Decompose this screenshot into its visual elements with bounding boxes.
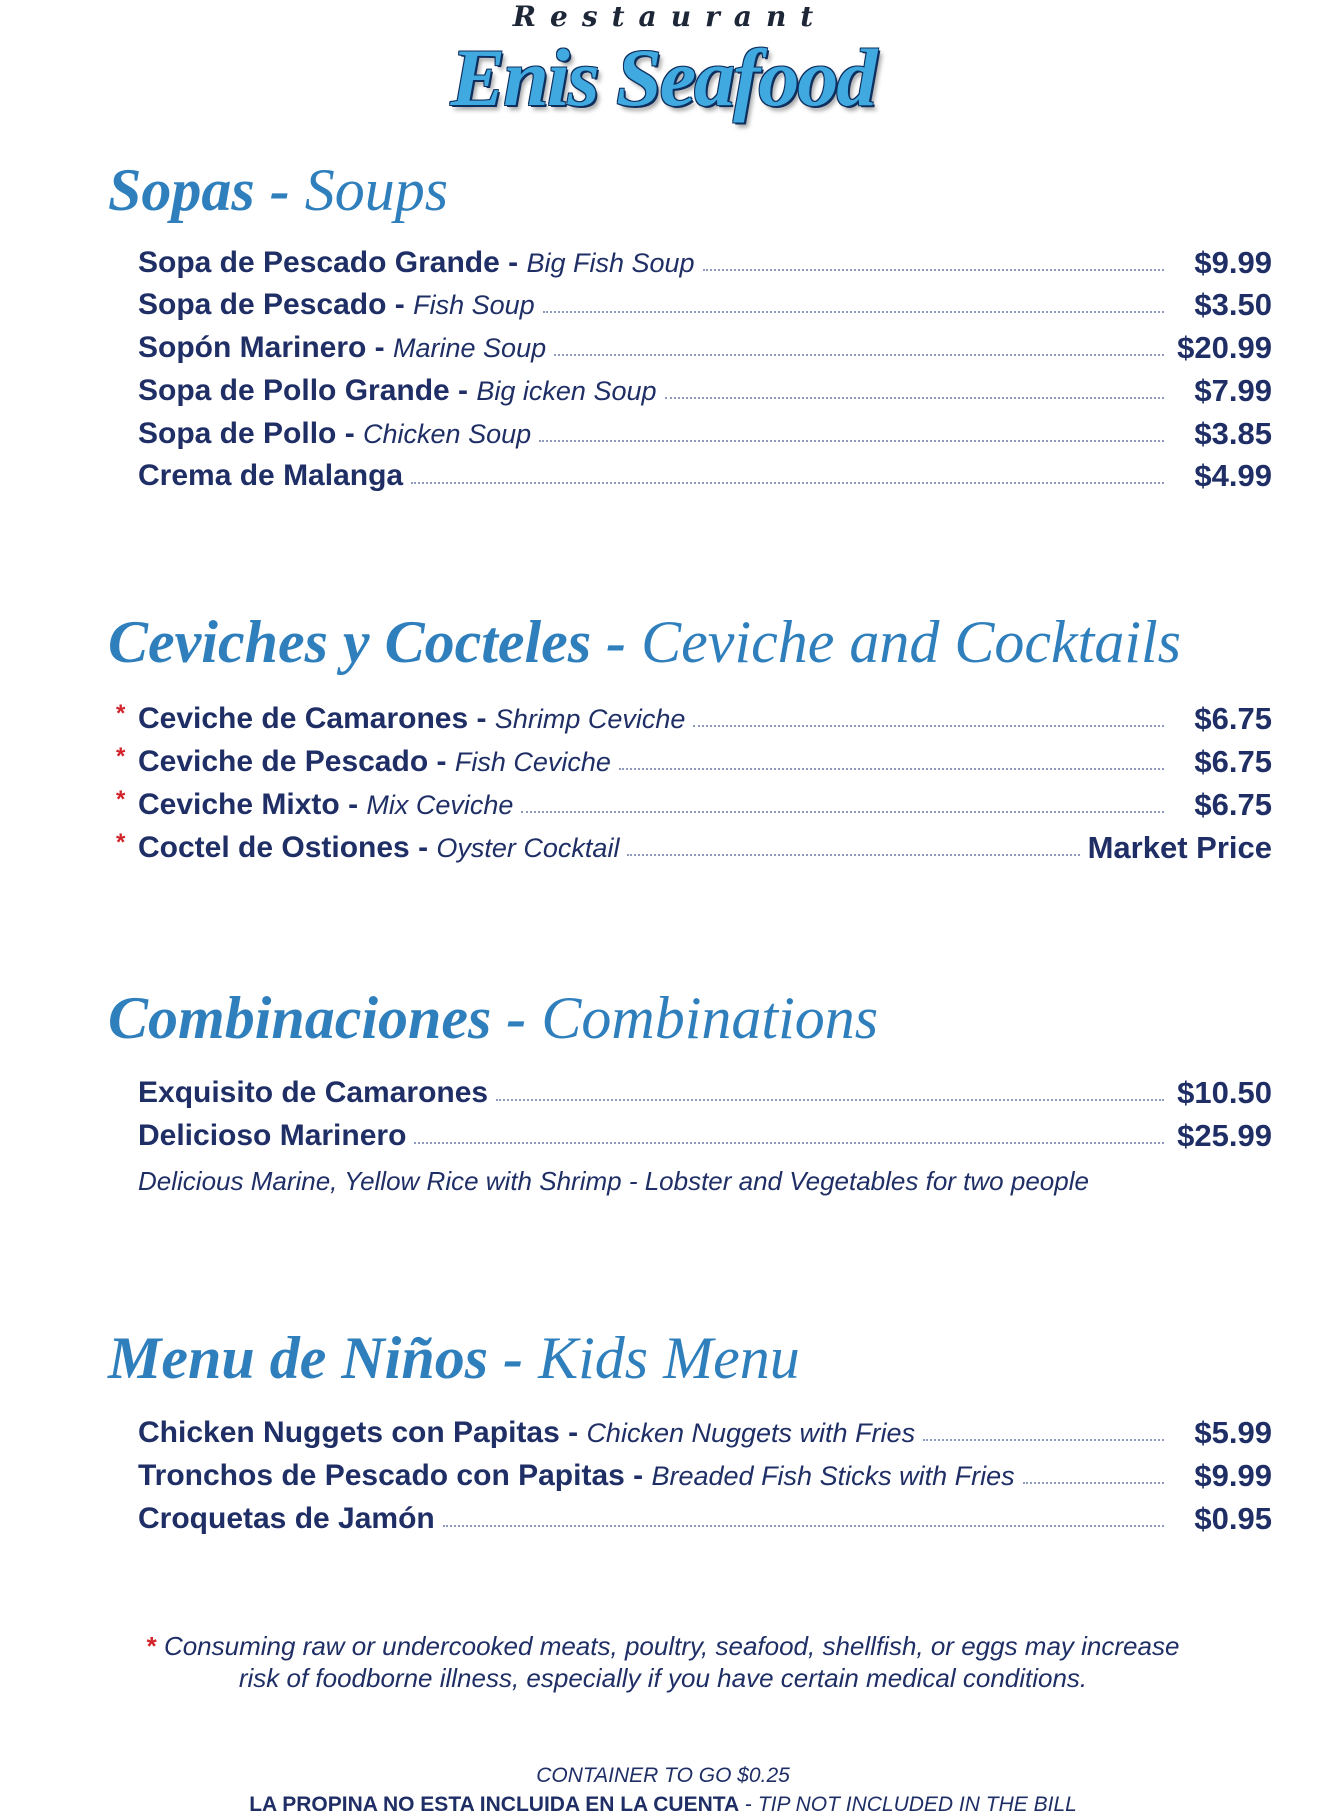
leader-dots — [619, 768, 1164, 770]
menu-item — [112, 326, 1272, 366]
menu-item — [112, 740, 1272, 780]
item-price: $9.99 — [1194, 1458, 1272, 1493]
item-name: Coctel de Ostiones - Oyster Cocktail — [138, 831, 620, 864]
item-price: $3.50 — [1194, 287, 1272, 322]
item-price: $6.75 — [1194, 744, 1272, 779]
leader-dots — [665, 397, 1164, 399]
raw-warning-star: * — [116, 743, 126, 770]
raw-warning-star: * — [116, 700, 126, 727]
logo-restaurant-name: Enis Seafood — [450, 32, 876, 123]
item-name: Delicioso Marinero — [138, 1119, 407, 1152]
item-price: $10.50 — [1177, 1075, 1272, 1110]
leader-dots — [543, 311, 1164, 313]
raw-warning-star: * — [116, 829, 126, 856]
leader-dots — [414, 1142, 1164, 1144]
item-name: Crema de Malanga — [138, 459, 404, 492]
leader-dots — [539, 440, 1164, 442]
food-safety-notice — [100, 1630, 1226, 1694]
menu-item — [112, 826, 1272, 866]
item-price: $9.99 — [1194, 245, 1272, 280]
leader-dots — [1023, 1482, 1164, 1484]
section-title: Sopas - Soups — [108, 157, 449, 223]
item-name: Ceviche de Camarones - Shrimp Ceviche — [138, 702, 686, 735]
item-price: $20.99 — [1177, 330, 1272, 365]
section-title: Combinaciones - Combinations — [108, 985, 879, 1051]
container-to-go-note: CONTAINER TO GO $0.25 — [536, 1764, 790, 1787]
leader-dots — [923, 1439, 1164, 1441]
menu-item — [112, 241, 1272, 281]
item-name: Sopa de Pollo Grande - Big icken Soup — [138, 374, 657, 407]
item-price: $7.99 — [1194, 373, 1272, 408]
restaurant-logo — [0, 0, 1326, 130]
leader-dots — [693, 725, 1164, 727]
item-price: $6.75 — [1194, 787, 1272, 822]
item-description: Delicious Marine, Yellow Rice with Shrimp - Lobster and Vegetables for two people — [138, 1166, 1089, 1196]
raw-warning-star: * — [116, 786, 126, 813]
item-price: $0.95 — [1194, 1501, 1272, 1536]
notice-line-2: risk of foodborne illness, especially if you have certain medical conditions. — [238, 1663, 1088, 1693]
item-name: Sopón Marinero - Marine Soup — [138, 331, 547, 364]
logo-restaurant-label: Restaurant — [512, 0, 828, 33]
item-price: $4.99 — [1194, 458, 1272, 493]
menu-item — [112, 283, 1272, 323]
leader-dots — [627, 854, 1079, 856]
section-title: Menu de Niños - Kids Menu — [108, 1325, 800, 1391]
section-title-es: Combinaciones — [108, 985, 492, 1051]
item-name: Sopa de Pescado Grande - Big Fish Soup — [138, 246, 695, 279]
leader-dots — [443, 1525, 1164, 1527]
section-title-es: Ceviches y Cocteles — [108, 609, 592, 675]
section-title-en: Combinations — [541, 985, 879, 1051]
section-title-es: Sopas — [108, 157, 255, 223]
section-title: Ceviches y Cocteles - Ceviche and Cocktails — [108, 609, 1182, 675]
leader-dots — [521, 811, 1164, 813]
item-name: Exquisito de Camarones — [138, 1076, 489, 1109]
item-price: Market Price — [1087, 830, 1272, 865]
menu-item — [112, 412, 1272, 452]
item-name: Chicken Nuggets con Papitas - Chicken Nuggets with Fries — [138, 1416, 916, 1449]
item-name: Tronchos de Pescado con Papitas - Breaded Fish Sticks with Fries — [138, 1459, 1015, 1492]
menu-item — [112, 1454, 1272, 1494]
section-title-es: Menu de Niños — [108, 1325, 489, 1391]
item-name: Sopa de Pescado - Fish Soup — [138, 288, 535, 321]
menu-item — [112, 1497, 1272, 1537]
section-title-en: Ceviche and Cocktails — [641, 609, 1182, 675]
item-price: $6.75 — [1194, 701, 1272, 736]
section-title-en: Kids Menu — [538, 1325, 800, 1391]
menu-item — [112, 454, 1272, 494]
item-name: Ceviche Mixto - Mix Ceviche — [138, 788, 514, 821]
notice-line-1: * Consuming raw or undercooked meats, poultry, seafood, shellfish, or eggs may increase — [146, 1631, 1180, 1661]
menu-item — [112, 783, 1272, 823]
leader-dots — [554, 354, 1164, 356]
item-price: $3.85 — [1194, 416, 1272, 451]
menu-item — [112, 1071, 1272, 1111]
item-name: Croquetas de Jamón — [138, 1502, 435, 1535]
item-price: $5.99 — [1194, 1415, 1272, 1450]
item-name: Ceviche de Pescado - Fish Ceviche — [138, 745, 611, 778]
menu-item — [112, 1411, 1272, 1451]
raw-warning-star: * — [146, 1631, 157, 1661]
menu-item — [112, 1114, 1272, 1154]
item-name: Sopa de Pollo - Chicken Soup — [138, 417, 532, 450]
leader-dots — [496, 1099, 1164, 1101]
leader-dots — [411, 482, 1164, 484]
tip-note: LA PROPINA NO ESTA INCLUIDA EN LA CUENTA - TIP NOT INCLUDED IN THE BILL — [249, 1793, 1077, 1816]
menu-item — [112, 697, 1272, 737]
leader-dots — [703, 269, 1164, 271]
menu-item — [112, 369, 1272, 409]
item-price: $25.99 — [1177, 1118, 1272, 1153]
section-title-en: Soups — [304, 157, 449, 223]
